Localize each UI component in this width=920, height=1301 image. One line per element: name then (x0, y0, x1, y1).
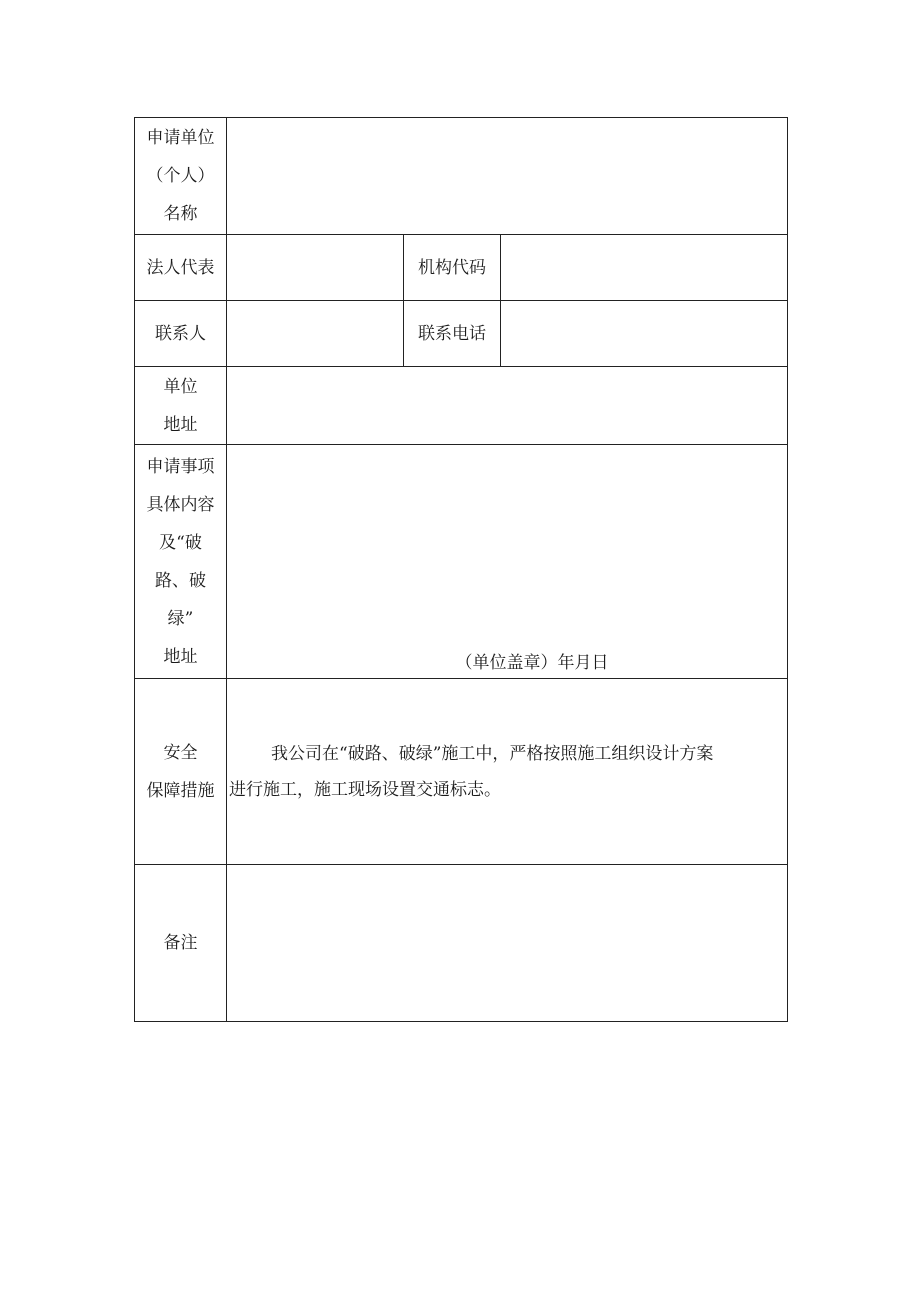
org-code-field[interactable] (501, 235, 788, 301)
safety-text-line-1: 我公司在“破路、破绿”施工中，严格按照施工组织设计方案 (271, 743, 714, 764)
contact-label: 联系人 (135, 301, 227, 367)
request-content-field[interactable] (227, 445, 788, 679)
safety-label (135, 679, 227, 865)
phone-field[interactable] (501, 301, 788, 367)
address-field[interactable] (227, 367, 788, 445)
address-label (135, 367, 227, 445)
row-request (135, 445, 788, 679)
row-remarks (135, 865, 788, 1022)
applicant-name-field[interactable] (227, 118, 788, 235)
remarks-field[interactable] (227, 865, 788, 1022)
legal-rep-field[interactable] (227, 235, 404, 301)
safety-text-line-2: 进行施工，施工现场设置交通标志。 (229, 779, 501, 800)
applicant-label-line-2: （个人） (146, 166, 215, 186)
applicant-label (135, 118, 227, 235)
row-address (135, 367, 788, 445)
applicant-label-line-1: 申请单位 (146, 128, 215, 148)
address-label-line-2: 地址 (163, 414, 198, 435)
row-contact (135, 301, 788, 367)
request-label (135, 445, 227, 679)
request-label-line-3: 及“破 (159, 532, 202, 553)
seal-date-note: （单位盖章）年月日 (455, 653, 609, 673)
request-label-line-6: 地址 (163, 646, 198, 667)
contact-field[interactable] (227, 301, 404, 367)
application-form-table (134, 117, 788, 1022)
request-label-line-1: 申请事项 (146, 456, 215, 477)
request-label-line-4: 路、破 (155, 570, 206, 591)
safety-measures-field[interactable] (227, 679, 788, 865)
org-code-label: 机构代码 (404, 235, 501, 301)
address-label-line-1: 单位 (163, 376, 198, 397)
phone-label: 联系电话 (404, 301, 501, 367)
request-label-line-2: 具体内容 (146, 494, 215, 515)
row-legal-rep (135, 235, 788, 301)
row-safety (135, 679, 788, 865)
row-applicant (135, 118, 788, 235)
legal-rep-label: 法人代表 (135, 235, 227, 301)
remarks-label: 备注 (135, 865, 227, 1022)
applicant-label-line-3: 名称 (163, 204, 198, 224)
request-label-line-5: 绿” (167, 608, 194, 629)
safety-label-line-2: 保障措施 (146, 780, 215, 801)
safety-label-line-1: 安全 (163, 742, 198, 763)
